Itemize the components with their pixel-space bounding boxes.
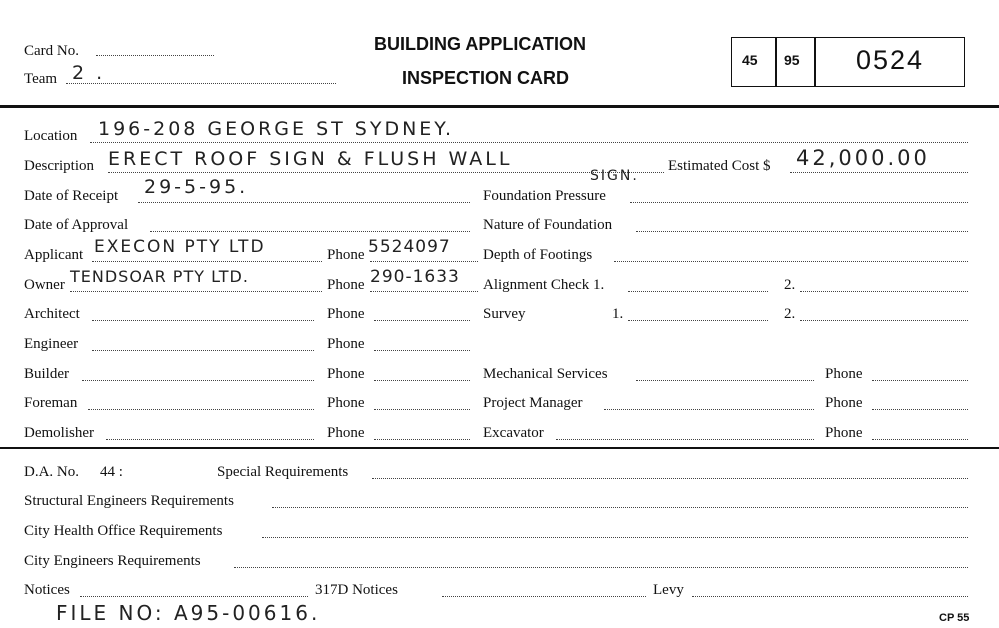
team-label: Team <box>24 71 58 87</box>
excavator-field[interactable] <box>556 439 814 440</box>
builder-phone-field[interactable] <box>374 380 470 381</box>
top-rule <box>0 105 999 108</box>
levy-label: Levy <box>653 582 684 598</box>
owner-field[interactable] <box>70 291 322 292</box>
city-engineers-requirements-field[interactable] <box>234 567 968 568</box>
project-manager-phone-label: Phone <box>825 395 863 411</box>
health-office-requirements-field[interactable] <box>262 537 968 538</box>
estimated-cost-field[interactable] <box>790 172 968 173</box>
applicant-label: Applicant <box>24 247 84 263</box>
notices-label: Notices <box>24 582 70 598</box>
notices-field[interactable] <box>80 596 308 597</box>
box-divider-2 <box>814 38 816 86</box>
notices-317d-label: 317D Notices <box>315 582 398 598</box>
card-number-box <box>731 37 965 87</box>
alignment-check-label: Alignment Check 1. <box>483 277 605 293</box>
architect-field[interactable] <box>92 320 314 321</box>
date-approval-field[interactable] <box>150 231 470 232</box>
survey-1-field[interactable] <box>628 320 768 321</box>
demolisher-field[interactable] <box>106 439 314 440</box>
mechanical-phone-field[interactable] <box>872 380 968 381</box>
nature-foundation-label: Nature of Foundation <box>483 217 613 233</box>
engineer-label: Engineer <box>24 336 79 352</box>
card-no-label: Card No. <box>24 43 79 59</box>
survey-2-label: 2. <box>784 306 796 322</box>
excavator-phone-field[interactable] <box>872 439 968 440</box>
applicant-phone-field[interactable] <box>370 261 478 262</box>
engineer-phone-field[interactable] <box>374 350 470 351</box>
project-manager-label: Project Manager <box>483 395 583 411</box>
description-value-2: SIGN. <box>590 168 639 184</box>
engineer-phone-label: Phone <box>327 336 365 352</box>
project-manager-field[interactable] <box>604 409 814 410</box>
owner-label: Owner <box>24 277 65 293</box>
architect-label: Architect <box>24 306 80 322</box>
owner-phone-label: Phone <box>327 277 365 293</box>
structural-requirements-label: Structural Engineers Requirements <box>24 493 234 509</box>
date-receipt-field[interactable] <box>138 202 470 203</box>
team-field[interactable] <box>66 83 336 84</box>
owner-phone-field[interactable] <box>370 291 478 292</box>
location-label: Location <box>24 128 78 144</box>
estimated-cost-label: Estimated Cost $ <box>668 158 771 174</box>
foreman-label: Foreman <box>24 395 78 411</box>
builder-phone-label: Phone <box>327 366 365 382</box>
health-office-requirements-label: City Health Office Requirements <box>24 523 223 539</box>
survey-2-field[interactable] <box>800 320 968 321</box>
applicant-field[interactable] <box>92 261 322 262</box>
owner-phone-value: 290-1633 <box>370 267 460 287</box>
card-number: 0524 <box>856 45 925 75</box>
description-value: ERECT ROOF SIGN & FLUSH WALL <box>108 148 513 170</box>
date-receipt-value: 29-5-95. <box>144 176 249 198</box>
excavator-label: Excavator <box>483 425 544 441</box>
foundation-pressure-label: Foundation Pressure <box>483 188 606 204</box>
depth-footings-label: Depth of Footings <box>483 247 593 263</box>
form-code: CP 55 <box>939 612 970 624</box>
alignment-check-2-field[interactable] <box>800 291 968 292</box>
mechanical-services-field[interactable] <box>636 380 814 381</box>
alignment-check-2-label: 2. <box>784 277 796 293</box>
box-left-value: 45 <box>742 52 758 68</box>
applicant-phone-value: 5524097 <box>368 237 451 257</box>
excavator-phone-label: Phone <box>825 425 863 441</box>
mechanical-phone-label: Phone <box>825 366 863 382</box>
date-receipt-label: Date of Receipt <box>24 188 119 204</box>
box-divider-1 <box>775 38 777 86</box>
structural-requirements-field[interactable] <box>272 507 968 508</box>
project-manager-phone-field[interactable] <box>872 409 968 410</box>
survey-label: Survey <box>483 306 526 322</box>
demolisher-label: Demolisher <box>24 425 94 441</box>
architect-phone-field[interactable] <box>374 320 470 321</box>
foreman-phone-field[interactable] <box>374 409 470 410</box>
da-no-value: 44 : <box>100 464 123 480</box>
builder-field[interactable] <box>82 380 314 381</box>
estimated-cost-value: 42,000.00 <box>796 146 930 170</box>
box-mid-value: 95 <box>784 52 800 68</box>
builder-label: Builder <box>24 366 69 382</box>
special-requirements-label: Special Requirements <box>217 464 349 480</box>
location-value: 196-208 GEORGE ST SYDNEY. <box>98 118 455 140</box>
owner-value: TENDSOAR PTY LTD. <box>70 267 249 286</box>
da-no-label: D.A. No. <box>24 464 79 480</box>
foundation-pressure-field[interactable] <box>630 202 968 203</box>
foreman-phone-label: Phone <box>327 395 365 411</box>
levy-field[interactable] <box>692 596 968 597</box>
notices-317d-field[interactable] <box>442 596 646 597</box>
demolisher-phone-field[interactable] <box>374 439 470 440</box>
architect-phone-label: Phone <box>327 306 365 322</box>
city-engineers-requirements-label: City Engineers Requirements <box>24 553 201 569</box>
depth-footings-field[interactable] <box>614 261 968 262</box>
card-no-field[interactable] <box>96 55 214 56</box>
description-label: Description <box>24 158 94 174</box>
date-approval-label: Date of Approval <box>24 217 129 233</box>
location-field[interactable] <box>90 142 968 143</box>
title-line-2: INSPECTION CARD <box>402 68 570 88</box>
file-number: FILE NO: A95-00616. <box>56 601 321 625</box>
special-requirements-field[interactable] <box>372 478 968 479</box>
foreman-field[interactable] <box>88 409 314 410</box>
description-field[interactable] <box>108 172 664 173</box>
engineer-field[interactable] <box>92 350 314 351</box>
applicant-phone-label: Phone <box>327 247 365 263</box>
applicant-value: EXECON PTY LTD <box>94 237 266 257</box>
alignment-check-1-field[interactable] <box>628 291 768 292</box>
team-value: 2 . <box>72 62 106 84</box>
nature-foundation-field[interactable] <box>636 231 968 232</box>
demolisher-phone-label: Phone <box>327 425 365 441</box>
mechanical-services-label: Mechanical Services <box>483 366 608 382</box>
middle-rule <box>0 447 999 449</box>
survey-1-label: 1. <box>612 306 624 322</box>
title-line-1: BUILDING APPLICATION <box>374 34 586 54</box>
